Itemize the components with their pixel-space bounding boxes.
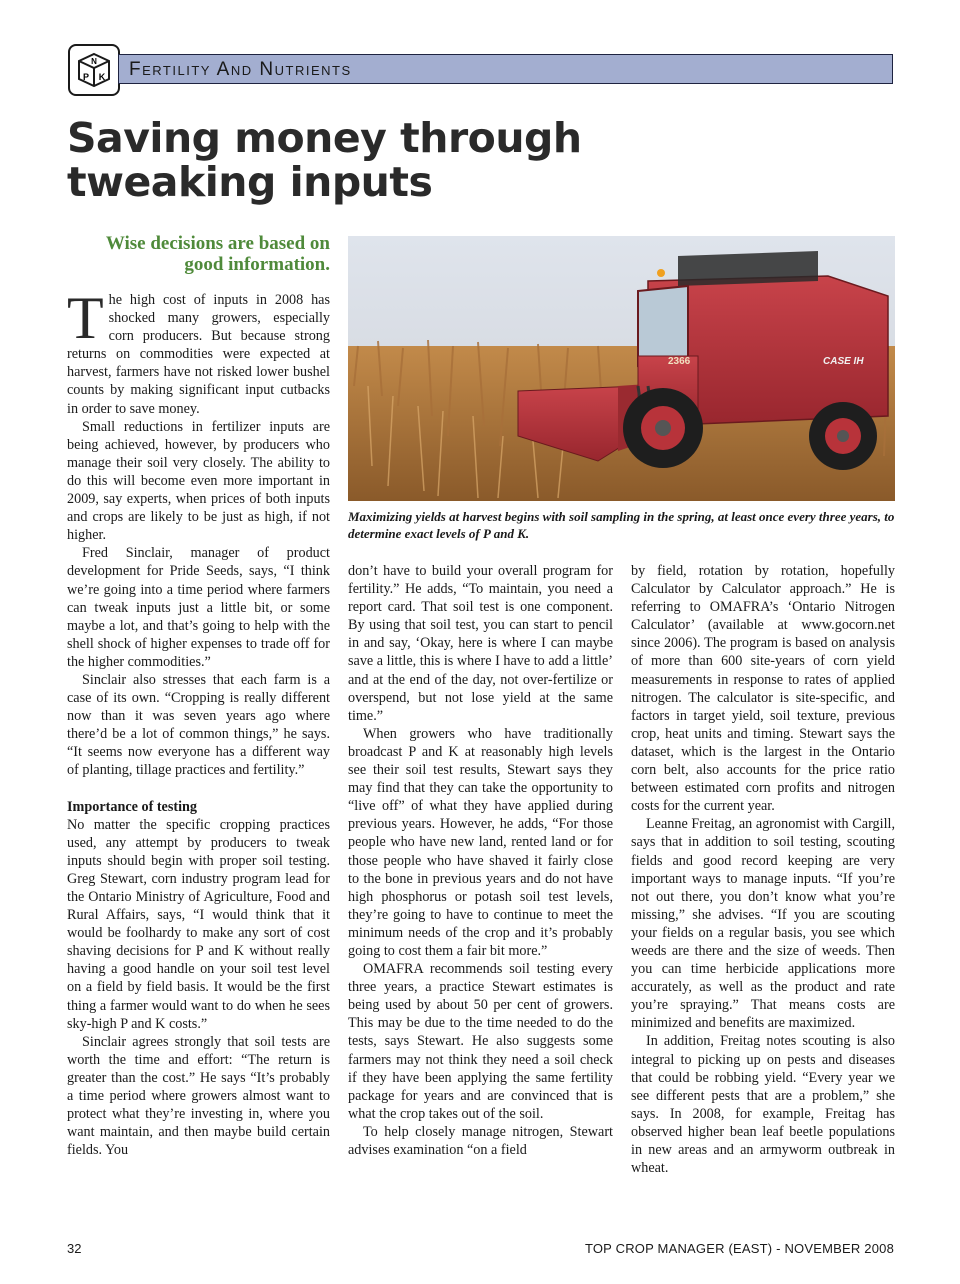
paragraph-1-text: he high cost of inputs in 2008 has shocked many growers, especially corn producers. But because strong returns on commodities were expected at harvest, farmers have not risked lower bushel counts by making significant input cutbacks in order to save money. xyxy=(67,292,330,417)
publication-footer: TOP CROP MANAGER (EAST) - NOVEMBER 2008 xyxy=(584,1241,894,1256)
paragraph-4: Sinclair also stresses that each farm is a case of its own. “Cropping is really different now than it was seven years ago where there’d be a lot of common things,” he says. “It seems now everyone has a different way of planting, tillage practices and fertility.” xyxy=(67,671,330,779)
page-number: 32 xyxy=(67,1241,82,1256)
npk-logo xyxy=(68,44,120,96)
paragraph-12: Leanne Freitag, an agronomist with Cargill, says that in addition to soil testing, scouting fields and good record keeping are very important ways to manage inputs. “If you’re not out there, you don’t know what you’re missing,” she advises. “If you are scouting your fields on a regular basis, you see which weeds are there and the size of weeds. Then you can time herbicide applications more accurately, as well as the product and rate you’re spraying.” That means costs are minimized and benefits are maximized. xyxy=(631,816,895,1032)
title-line-2: tweaking inputs xyxy=(67,158,433,206)
article-deck: Wise decisions are based on good information. xyxy=(105,233,330,275)
article-column-3 xyxy=(631,562,895,1177)
paragraph-8: When growers who have traditionally broadcast P and K at reasonably high levels see their soil test results, Stewart says they may find that they can take the opportunity to “live off” of what they have applied during previous years. However, he adds, “For those people who have new land, rented land or for those people who have shaved it fairly close to the bone in previous years and do not have high phosphorus or potash soil test levels, they’re going to have to continue to meet the minimum needs of the crop and it’s probably going to cost them a fair bit more.” xyxy=(348,725,613,959)
subhead-importance-of-testing: Importance of testing xyxy=(67,798,198,815)
article-column-1 xyxy=(67,285,330,1159)
section-header-bar xyxy=(118,54,893,84)
paragraph-11: by field, rotation by rotation, hopefully Calculator by Calculator approach.” He is referring to OMAFRA’s ‘Ontario Nitrogen Calculator’ (available at www.gocorn.net since 2006). The program is based on analysis of more than 600 site-years of corn yield measurements in response to rates of applied nitrogen. The calculator is site-specific, and factors in target yield, soil texture, previous crop, heat units and timing. Stewart says the dataset, which is the largest in the Ontario corn belt, also accounts for the price ratio between estimated corn profits and nitrogen costs for the current year. xyxy=(631,563,895,815)
article-title xyxy=(67,116,627,204)
paragraph-1 xyxy=(67,285,330,418)
combine-harvester-photo xyxy=(348,236,895,501)
paragraph-10: To help closely manage nitrogen, Stewart advises examination “on a field xyxy=(348,1123,613,1158)
drop-cap: T xyxy=(67,285,104,351)
paragraph-2: Small reductions in fertilizer inputs are being achieved, however, by producers who manage their soil very closely. The ability to do this will become even more important in 2009, say experts, when prices of both inputs and crops are likely to be just as high, if not higher. xyxy=(67,418,330,544)
paragraph-6: Sinclair agrees strongly that soil tests are worth the time and effort: “The return is greater than the cost.” He says “It’s probably a time period where growers almost want to protect what they’re investing in, where you want maintain, and then maybe build certain fields. You xyxy=(67,1033,330,1159)
title-line-1: Saving money through xyxy=(67,114,582,162)
combine-brand-text: CASE IH xyxy=(823,356,864,367)
article-column-2 xyxy=(348,562,613,1159)
paragraph-9: OMAFRA recommends soil testing every three years, a practice Stewart estimates is being used by about 50 per cent of growers. This may be due to the time needed to do the tests, says Stewart. He also suggests some farmers may not think they need a soil check if they have been applying the same fertility package for years and are convinced that is what the crop takes out of the soil. xyxy=(348,961,613,1122)
logo-letter-k: K xyxy=(98,72,106,82)
paragraph-7: don’t have to build your overall program for fertility.” He adds, “To maintain, you need a report card. That soil test is one component. By using that soil test, you can start to pencil in and say, ‘Okay, here is where I can maybe save a little, this is where I have to add a little’ and at the end of the day, not over-fertilize or overspend, but not lose yield at the same time.” xyxy=(348,563,613,724)
section-label: Fertility And Nutrients xyxy=(129,59,352,80)
paragraph-3: Fred Sinclair, manager of product development for Pride Seeds, says, “I think we’re going into a time period where farmers can tweak inputs just a little bit, or some maybe a lot, and that’s going to help with the shell shock of higher expenses to trade off for the higher commodities.” xyxy=(67,545,330,670)
npk-cube-icon xyxy=(76,52,112,88)
paragraph-13: In addition, Freitag notes scouting is also integral to picking up on pests and diseases that could be robbing yield. “Every year we see different pests that are a problem,” she says. In 2008, for example, Freitag has observed higher bean leaf beetle populations in new areas and an armyworm outbreak in wheat. xyxy=(631,1033,895,1177)
logo-letter-p: P xyxy=(82,72,90,82)
logo-letter-n: N xyxy=(91,57,97,66)
combine-model-text: 2366 xyxy=(668,356,691,367)
paragraph-5: No matter the specific cropping practices used, any attempt by producers to tweak inputs should begin with proper soil testing. Greg Stewart, corn industry program lead for the Ontario Ministry of Agriculture, Food and Rural Affairs, says, “I would think that it would be foolhardy to make any sort of cost shaving decisions for P and K without really having a good handle on your soil test level on a field by field basis. It would be the first thing a farmer would want to do when he sees sky-high P and K costs.” xyxy=(67,816,330,1032)
photo-caption: Maximizing yields at harvest begins with soil sampling in the spring, at least once every three years, to determine exact levels of P and K. xyxy=(348,509,895,541)
